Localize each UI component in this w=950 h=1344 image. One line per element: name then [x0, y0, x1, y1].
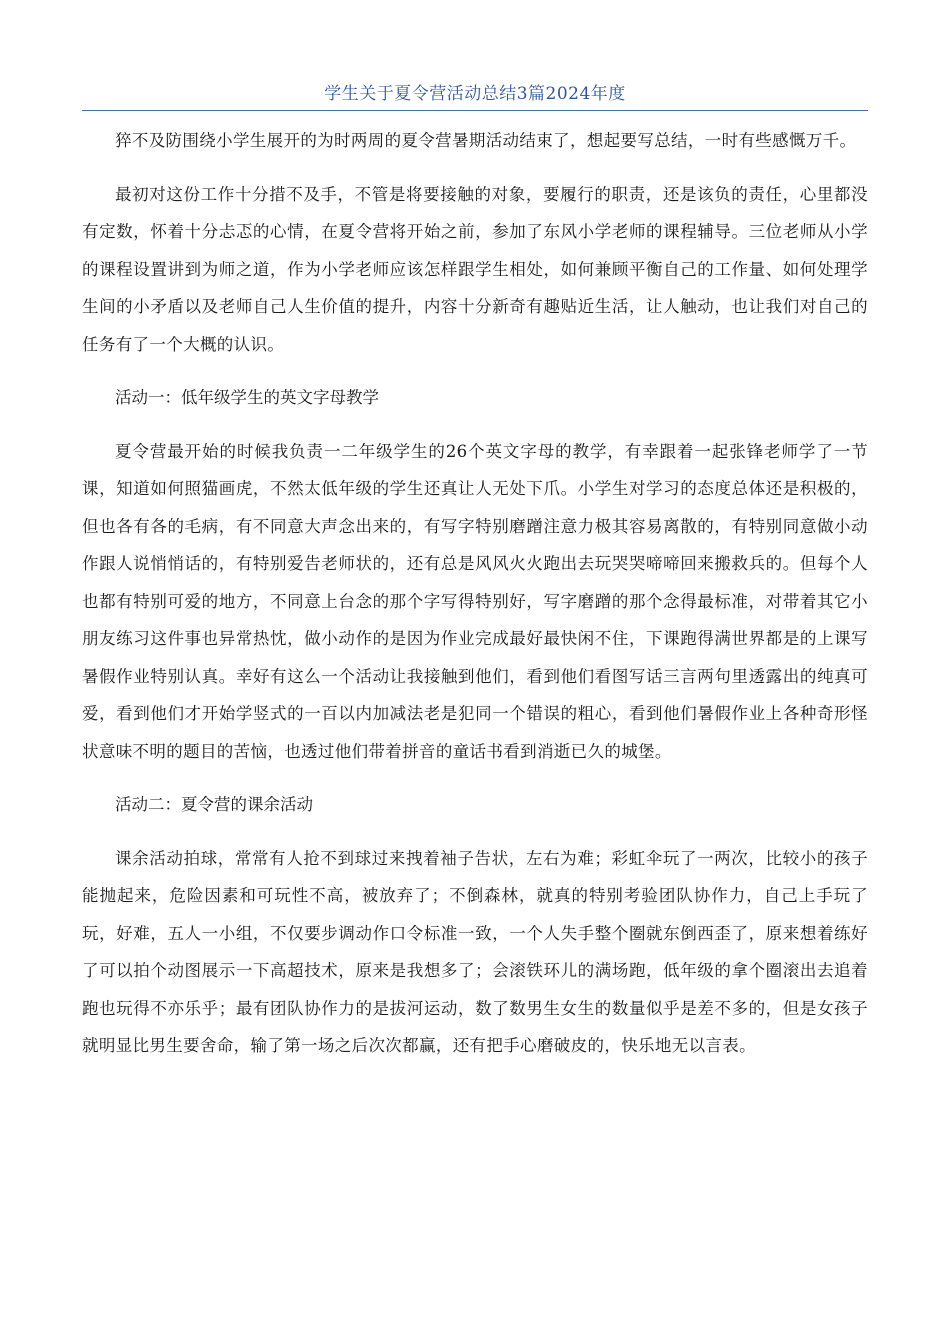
page-title: 学生关于夏令营活动总结3篇2024年度: [324, 84, 626, 104]
section-heading-activity-one: 活动一：低年级学生的英文字母教学: [115, 388, 379, 407]
document-body: [82, 122, 868, 1081]
paragraph-activity-two: 课余活动拍球，常常有人抢不到球过来拽着袖子告状，左右为难；彩虹伞玩了一两次，比较小的孩子能抛起来，危险因素和可玩性不高，被放弃了；不倒森林，就真的特别考验团队协作力，自己上手玩了玩，好难，五人一小组，不仅要步调动作口令标准一致，一个人失手整个圈就东倒西歪了，原来想着练好了可以拍个动图展示一下高超技术，原来是我想多了；会滚铁环儿的满场跑，低年级的拿个圈滚出去追着跑也玩得不亦乐乎；最有团队协作力的是拔河运动，数了数男生女生的数量似乎是差不多的，但是女孩子就明显比男生要舍命，输了第一场之后次次都赢，还有把手心磨破皮的，快乐地无以言表。: [82, 848, 868, 1055]
paragraph-intro: 猝不及防围绕小学生展开的为时两周的夏令营暑期活动结束了，想起要写总结，一时有些感慨万千。: [115, 131, 857, 150]
section-heading-activity-two: 活动二：夏令营的课余活动: [115, 795, 313, 814]
paragraph-activity-one: 夏令营最开始的时候我负责一二年级学生的26个英文字母的教学，有幸跟着一起张锋老师学了一节课，知道如何照猫画虎，不然太低年级的学生还真让人无处下爪。小学生对学习的态度总体还是积极的，但也各有各的毛病，有不同意大声念出来的，有写字特别磨蹭注意力极其容易离散的，有特别同意做小动作跟人说悄悄话的，有特别爱告老师状的，还有总是风风火火跑出去玩哭哭啼啼回来搬救兵的。但每个人也都有特别可爱的地方，不同意上台念的那个字写得特别好，写字磨蹭的那个念得最标准，对带着其它小朋友练习这件事也异常热忱，做小动作的是因为作业完成最好最快闲不住，下课跑得满世界都是的上课写暑假作业特别认真。幸好有这么一个活动让我接触到他们，看到他们看图写话三言两句里透露出的纯真可爱，看到他们才开始学竖式的一百以内加减法老是犯同一个错误的粗心，看到他们暑假作业上各种奇形怪状意味不明的题目的苦恼，也透过他们带着拼音的童话书看到消逝已久的城堡。: [82, 441, 868, 761]
paragraph-preparation: 最初对这份工作十分措不及手，不管是将要接触的对象，要履行的职责，还是该负的责任，心里都没有定数，怀着十分忐忑的心情，在夏令营将开始之前，参加了东风小学老师的课程辅导。三位老师从小学的课程设置讲到为师之道，作为小学老师应该怎样跟学生相处，如何兼顾平衡自己的工作量、如何处理学生间的小矛盾以及老师自己人生价值的提升，内容十分新奇有趣贴近生活，让人触动，也让我们对自己的任务有了一个大概的认识。: [82, 184, 868, 354]
page-header: [82, 80, 868, 111]
